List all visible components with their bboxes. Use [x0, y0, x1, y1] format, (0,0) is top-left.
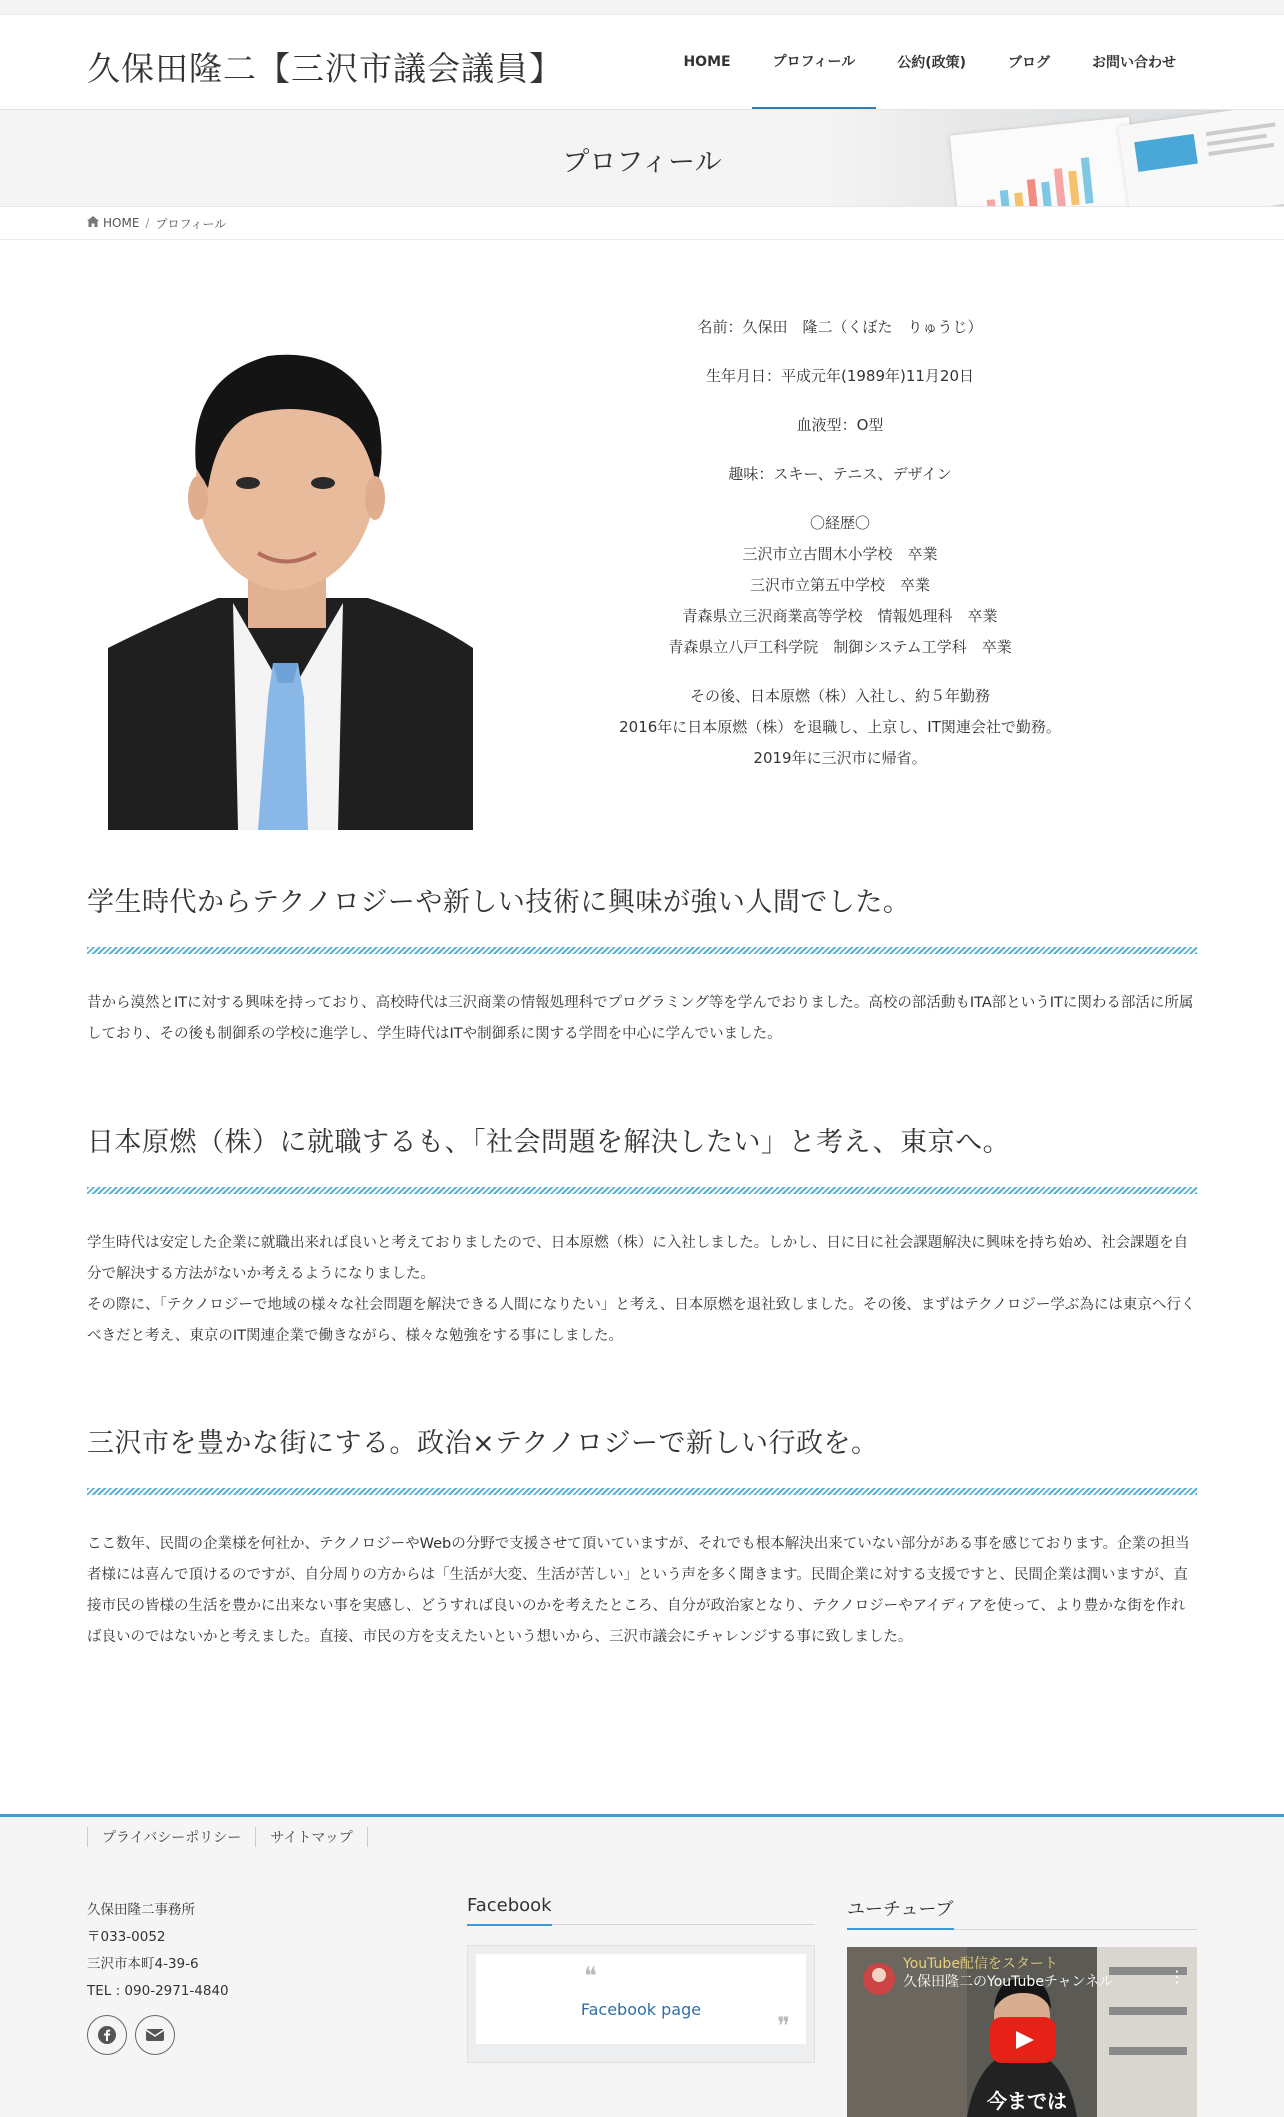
nav-blog[interactable]: ブログ	[1008, 55, 1050, 71]
site-footer	[0, 1814, 1284, 2117]
nav-home[interactable]: HOME	[683, 54, 731, 70]
after-item: 2016年に日本原燃（株）を退職し、上京し、IT関連会社で勤務。	[619, 718, 1061, 736]
quote-open-icon: ❝	[584, 1962, 597, 1990]
career-item: 青森県立三沢商業高等学校 情報処理科 卒業	[682, 607, 998, 625]
mail-icon[interactable]	[135, 2015, 175, 2055]
page-hero	[0, 110, 1284, 207]
section-body: 昔から漠然とITに対する興味を持っており、高校時代は三沢商業の情報処理科でプログラミング等を学んでおりました。高校の部活動もITA部というITに関わる部活に所属しており、その後も制御系の学校に進学し、学生時代はITや制御系に関する学問を中心に学んでいました。	[87, 995, 1194, 1042]
site-title[interactable]: 久保田隆二【三沢市議会議員】	[87, 49, 563, 88]
youtube-widget-heading	[847, 1895, 1197, 1930]
profile-name: 名前：久保田 隆二（くぼた りゅうじ）	[697, 318, 983, 336]
breadcrumb-current: プロフィール	[155, 216, 227, 231]
career-item: 三沢市立古間木小学校 卒業	[742, 545, 938, 563]
section-student	[87, 880, 1197, 1050]
youtube-heading-text: ユーチューブ	[847, 1899, 954, 1930]
section-body: その際に、「テクノロジーで地域の様々な社会問題を解決できる人間になりたい」と考え、日本原燃を退社致しました。その後、まずはテクノロジー学ぶ為には東京へ行くべきだと考え、東京のIT関連企業で働きながら、様々な勉強をする事にしました。	[87, 1297, 1196, 1344]
page-title: プロフィール	[562, 147, 722, 178]
section-heading: 三沢市を豊かな街にする。政治×テクノロジーで新しい行政を。	[87, 1428, 879, 1459]
nav-profile[interactable]: プロフィール	[752, 15, 877, 109]
youtube-embed[interactable]	[847, 1947, 1197, 2117]
profile-after	[590, 681, 1090, 774]
office-zip: 〒033-0052	[87, 1929, 166, 1945]
profile-hobby: 趣味：スキー、テニス、デザイン	[728, 465, 952, 483]
social-links	[87, 2015, 175, 2055]
quote-close-icon: ❞	[777, 2012, 790, 2040]
section-body: ここ数年、民間の企業様を何社か、テクノロジーやWebの分野で支援させて頂いていますが、それでも根本解決出来ていない部分がある事を感じております。企業の担当者様には喜んで頂けるのですが、自分周りの方からは「生活が大変、生活が苦しい」という声を多く聞きます。民間企業に対する支援ですと、民間企業は潤いますが、直接市民の皆様の生活を豊かに出来ない事を実感し、どうすれば良いのかを考えたところ、自分が政治家となり、テクノロジーやアイディアを使って、より豊かな街を作れば良いのではないかと考えました。直接、市民の方を支えたいという想いから、三沢市議会にチャレンジする事に致しました。	[87, 1536, 1190, 1645]
profile-photo	[108, 318, 473, 830]
facebook-icon[interactable]	[87, 2015, 127, 2055]
nav-policy[interactable]: 公約(政策)	[897, 55, 966, 71]
breadcrumb-separator: /	[145, 216, 150, 230]
section-body: 学生時代は安定した企業に就職出来れば良いと考えておりましたので、日本原燃（株）に入社しました。しかし、日に日に社会課題解決に興味を持ち始め、社会課題を自分で解決する方法がないか考えるようになりました。	[87, 1235, 1189, 1282]
profile-blood: 血液型：O型	[796, 416, 884, 434]
office-address: 三沢市本町4-39-6	[87, 1956, 199, 1972]
more-options-icon[interactable]: ⋮	[1169, 1967, 1185, 1986]
video-caption: 今までは	[987, 2089, 1067, 2113]
career-item: 青森県立八戸工科学院 制御システム工学科 卒業	[668, 638, 1012, 656]
facebook-widget	[467, 1945, 815, 2063]
facebook-heading-text: Facebook	[467, 1895, 552, 1926]
home-icon	[87, 216, 99, 230]
sitemap-link[interactable]: サイトマップ	[255, 1827, 367, 1847]
section-heading: 日本原燃（株）に就職するも、「社会問題を解決したい」と考え、東京へ。	[87, 1127, 1011, 1158]
section-misawa	[87, 1421, 1197, 1653]
office-info	[87, 1897, 229, 2005]
youtube-channel-title: 久保田隆二のYouTubeチャンネル	[903, 1974, 1114, 1990]
after-item: その後、日本原燃（株）入社し、約５年勤務	[689, 687, 990, 705]
main-content	[0, 240, 1284, 1824]
top-strip	[0, 0, 1284, 15]
play-button[interactable]	[990, 2017, 1056, 2063]
section-career	[87, 1120, 1197, 1352]
youtube-video-title: YouTube配信をスタート	[903, 1956, 1058, 1972]
section-divider	[87, 1488, 1197, 1495]
main-nav	[662, 15, 1197, 109]
footer-links	[87, 1827, 368, 1847]
nav-contact[interactable]: お問い合わせ	[1092, 55, 1176, 71]
section-divider	[87, 947, 1197, 954]
site-header	[0, 15, 1284, 110]
profile-career	[590, 508, 1090, 663]
profile-birth: 生年月日：平成元年(1989年)11月20日	[705, 367, 975, 385]
section-heading: 学生時代からテクノロジーや新しい技術に興味が強い人間でした。	[87, 887, 911, 918]
office-name: 久保田隆二事務所	[87, 1902, 195, 1918]
office-tel: TEL : 090-2971-4840	[87, 1983, 229, 1999]
breadcrumb-home[interactable]: HOME	[103, 216, 140, 230]
privacy-policy-link[interactable]: プライバシーポリシー	[87, 1827, 255, 1847]
facebook-widget-heading	[467, 1895, 815, 1925]
profile-details	[590, 312, 1090, 792]
career-item: 三沢市立第五中学校 卒業	[749, 576, 930, 594]
facebook-quote-box	[476, 1954, 806, 2044]
breadcrumb	[0, 207, 1284, 240]
career-title: 〇経歴〇	[809, 514, 870, 532]
after-item: 2019年に三沢市に帰省。	[753, 749, 927, 767]
section-divider	[87, 1187, 1197, 1194]
facebook-page-link[interactable]: Facebook page	[580, 2000, 702, 2019]
